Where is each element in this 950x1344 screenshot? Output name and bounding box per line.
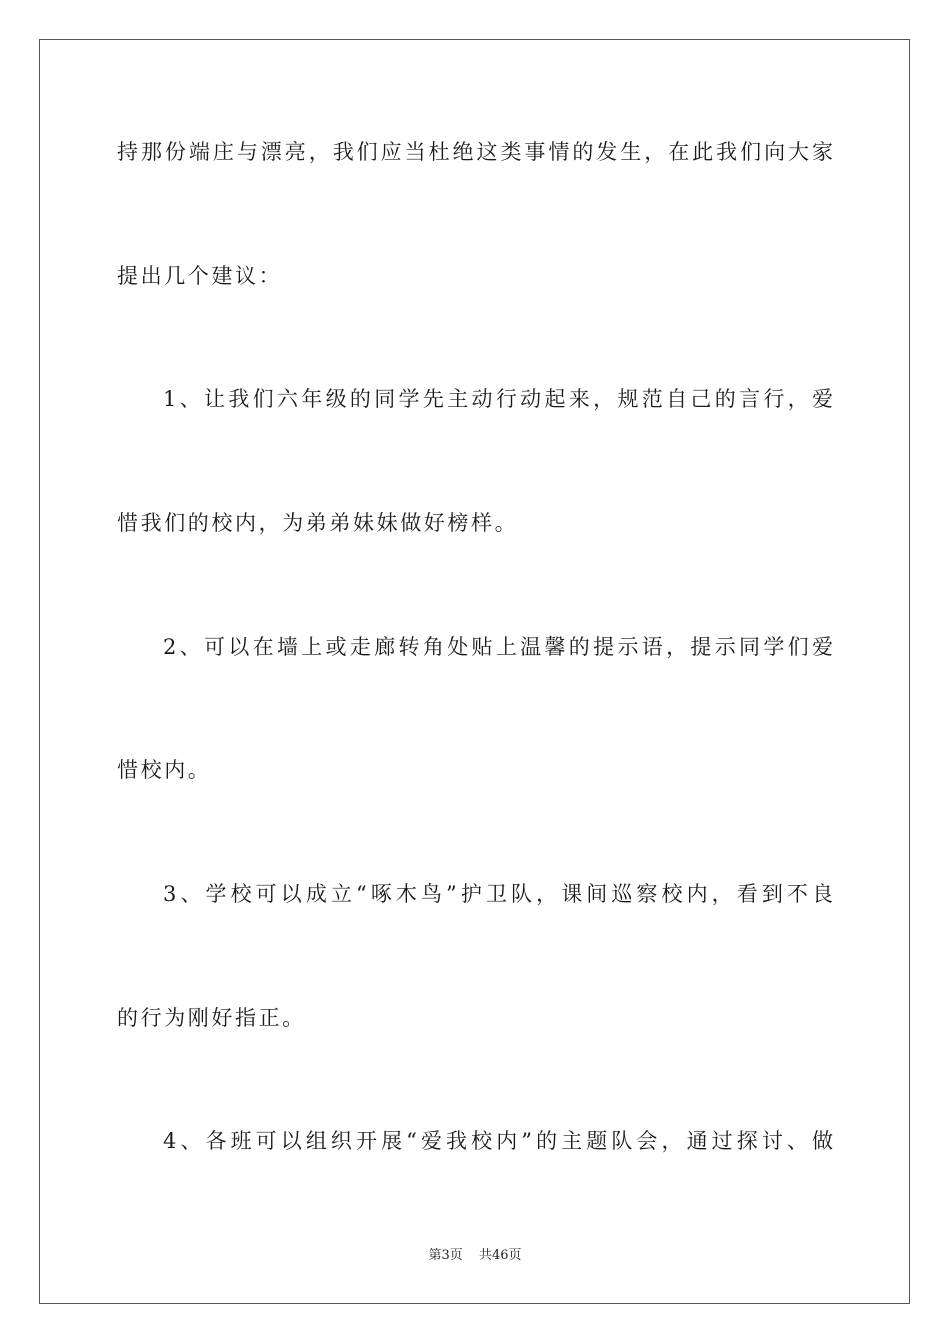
page-total: 共46页 [478,1248,522,1263]
list-item-1-continuation: 惜我们的校内，为弟弟妹妹做好榜样。 [117,511,519,535]
list-item-2-line: 2、可以在墙上或走廊转角处贴上温馨的提示语，提示同学们爱 [163,635,833,659]
list-item-2-continuation: 惜校内。 [117,758,212,782]
page-footer [0,1247,950,1265]
paragraph-line: 持那份端庄与漂亮，我们应当杜绝这类事情的发生，在此我们向大家 [117,140,833,164]
list-item-3-line: 3、学校可以成立“啄木鸟”护卫队，课间巡察校内，看到不良 [163,882,833,906]
page-frame [39,39,910,1304]
list-item-1-line: 1、让我们六年级的同学先主动行动起来，规范自己的言行，爱 [163,387,833,411]
paragraph-line: 提出几个建议： [117,264,283,288]
page-number: 第3页 [428,1248,463,1263]
list-item-4-line: 4、各班可以组织开展“爱我校内”的主题队会，通过探讨、做 [163,1129,833,1153]
list-item-3-continuation: 的行为刚好指正。 [117,1006,306,1030]
